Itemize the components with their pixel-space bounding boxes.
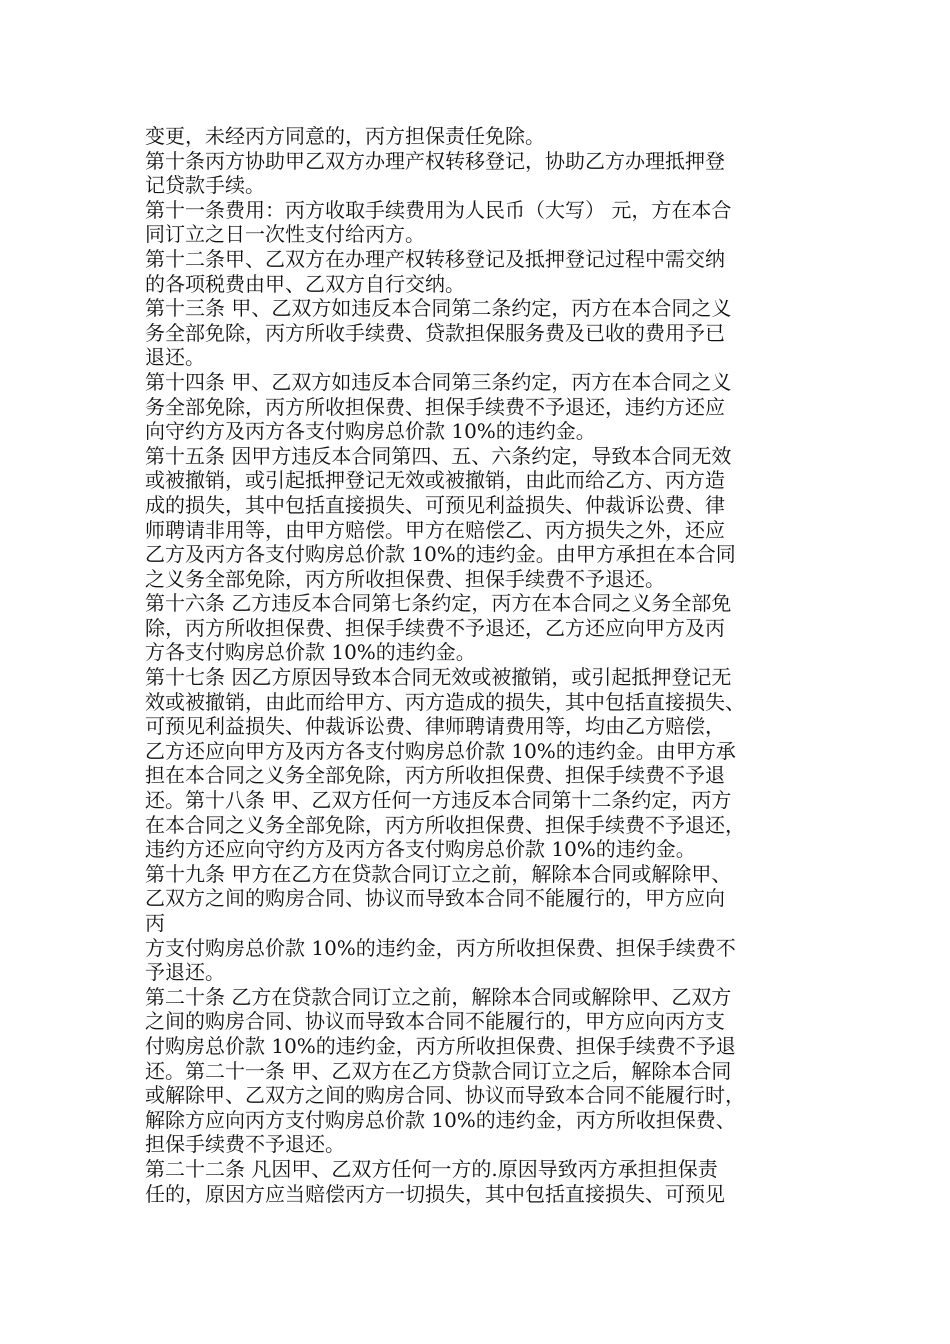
text-line: 担保手续费不予退还。 <box>145 1132 345 1157</box>
text-line: 效或被撤销，由此而给甲方、丙方造成的损失，其中包括直接损失、 <box>145 689 745 714</box>
text-line: 还。第十八条 甲、乙双方任何一方违反本合同第十二条约定，丙方 <box>145 788 732 813</box>
text-line: 方各支付购房总价款 10%的违约金。 <box>145 640 476 665</box>
text-line: 退还。 <box>145 345 205 370</box>
text-line: 变更，未经丙方同意的，丙方担保责任免除。 <box>145 124 545 148</box>
text-line: 解除方应向丙方支付购房总价款 10%的违约金，丙方所收担保费、 <box>145 1107 736 1132</box>
text-line: 违约方还应向守约方及丙方各支付购房总价款 10%的违约金。 <box>145 837 696 862</box>
text-line: 第二十二条 凡因甲、乙双方任何一方的.原因导致丙方承担担保责 <box>145 1156 718 1181</box>
text-line: 第十五条 因甲方违反本合同第四、五、六条约定，导致本合同无效 <box>145 443 732 468</box>
text-line: 第十一条费用：丙方收取手续费用为人民币（大写） 元，方在本合 <box>145 197 732 222</box>
text-line: 同订立之日一次性支付给丙方。 <box>145 222 425 247</box>
text-line: 乙双方之间的购房合同、协议而导致本合同不能履行的，甲方应向 <box>145 886 725 911</box>
text-line: 向守约方及丙方各支付购房总价款 10%的违约金。 <box>145 419 596 444</box>
text-line: 方支付购房总价款 10%的违约金，丙方所收担保费、担保手续费不 <box>145 935 736 960</box>
text-line: 务全部免除，丙方所收担保费、担保手续费不予退还，违约方还应 <box>145 394 725 419</box>
document-page <box>145 124 825 1206</box>
text-line: 还。第二十一条 甲、乙双方在乙方贷款合同订立之后，解除本合同 <box>145 1058 732 1083</box>
text-line: 之间的购房合同、协议而导致本合同不能履行的，甲方应向丙方支 <box>145 1009 725 1034</box>
text-line: 师聘请非用等，由甲方赔偿。甲方在赔偿乙、丙方损失之外，还应 <box>145 517 725 542</box>
text-line: 成的损失，其中包括直接损失、可预见利益损失、仲裁诉讼费、律 <box>145 492 725 517</box>
text-line: 第十九条 甲方在乙方在贷款合同订立之前，解除本合同或解除甲、 <box>145 861 732 886</box>
text-line: 或被撤销，或引起抵押登记无效或被撤销，由此而给乙方、丙方造 <box>145 468 725 493</box>
text-line: 的各项税费由甲、乙双方自行交纳。 <box>145 271 465 296</box>
text-line: 任的，原因方应当赔偿丙方一切损失，其中包括直接损失、可预见 <box>145 1181 725 1206</box>
text-line: 丙 <box>145 911 165 935</box>
text-line: 在本合同之义务全部免除，丙方所收担保费、担保手续费不予退还， <box>145 812 745 837</box>
text-line: 记贷款手续。 <box>145 173 265 198</box>
text-line: 担在本合同之义务全部免除，丙方所收担保费、担保手续费不予退 <box>145 763 725 788</box>
text-line: 之义务全部免除，丙方所收担保费、担保手续费不予退还。 <box>145 566 665 591</box>
text-line: 第二十条 乙方在贷款合同订立之前，解除本合同或解除甲、乙双方 <box>145 984 732 1009</box>
text-line: 第十条丙方协助甲乙双方办理产权转移登记，协助乙方办理抵押登 <box>145 148 725 173</box>
text-line: 乙方及丙方各支付购房总价款 10%的违约金。由甲方承担在本合同 <box>145 542 736 567</box>
text-line: 第十四条 甲、乙双方如违反本合同第三条约定，丙方在本合同之义 <box>145 369 732 394</box>
text-line: 第十六条 乙方违反本合同第七条约定，丙方在本合同之义务全部免 <box>145 591 732 616</box>
text-line: 第十七条 因乙方原因导致本合同无效或被撤销，或引起抵押登记无 <box>145 665 732 690</box>
text-line: 第十三条 甲、乙双方如违反本合同第二条约定，丙方在本合同之义 <box>145 296 732 321</box>
text-line: 予退还。 <box>145 960 225 985</box>
text-line: 或解除甲、乙双方之间的购房合同、协议而导致本合同不能履行时， <box>145 1083 745 1108</box>
text-line: 除，丙方所收担保费、担保手续费不予退还，乙方还应向甲方及丙 <box>145 615 725 640</box>
text-line: 务全部免除，丙方所收手续费、贷款担保服务费及已收的费用予已 <box>145 320 725 345</box>
text-line: 付购房总价款 10%的违约金，丙方所收担保费、担保手续费不予退 <box>145 1033 736 1058</box>
text-line: 可预见利益损失、仲裁诉讼费、律师聘请费用等，均由乙方赔偿， <box>145 714 725 739</box>
text-line: 乙方还应向甲方及丙方各支付购房总价款 10%的违约金。由甲方承 <box>145 738 736 763</box>
text-line: 第十二条甲、乙双方在办理产权转移登记及抵押登记过程中需交纳 <box>145 246 725 271</box>
